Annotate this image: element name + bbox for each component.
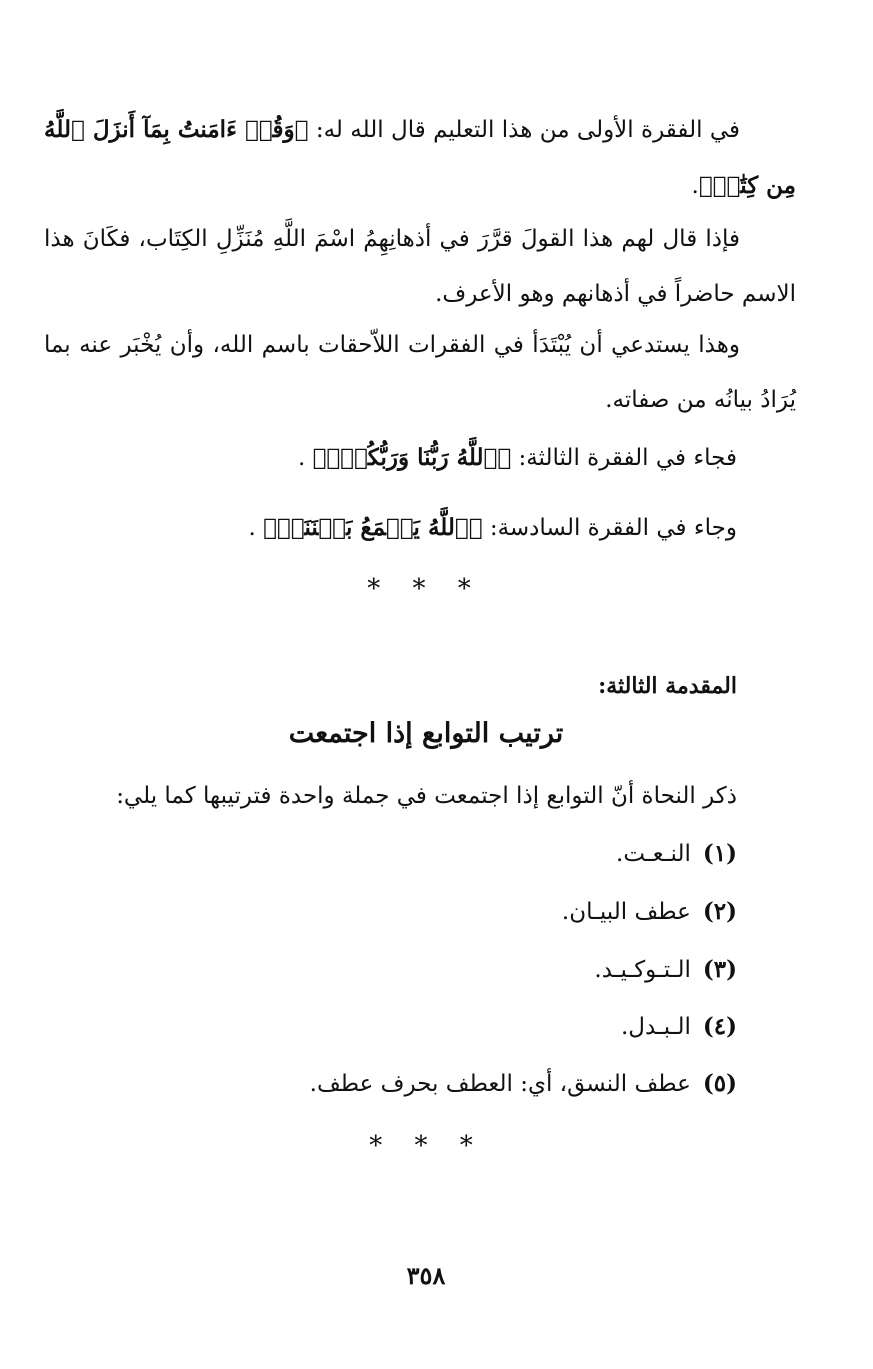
- ornate-open-bracket: ﴿: [468, 514, 483, 541]
- list-item: [621, 1007, 737, 1047]
- list-item-number: (٥): [702, 1070, 737, 1097]
- list-item: [562, 892, 737, 932]
- list-item-number: (٣): [702, 956, 737, 983]
- asterism-separator: * * *: [367, 574, 483, 604]
- list-item: [616, 834, 737, 874]
- paragraph-4-text: فجاء في الفقرة الثالثة:: [518, 445, 737, 471]
- paragraph-5-end: .: [248, 515, 256, 541]
- ornate-close-bracket: ﴾: [263, 514, 277, 541]
- ornate-open-bracket: ﴿: [294, 116, 309, 143]
- asterism-separator: * * *: [369, 1131, 485, 1161]
- list-item-number: (٢): [702, 898, 737, 925]
- paragraph-5-text: وجاء في الفقرة السادسة:: [489, 515, 737, 541]
- list-item-text: الـبـدل.: [620, 1014, 691, 1040]
- quran-verse-3: ٱللَّهُ يَجۡمَعُ بَيۡنَنَاۖ: [276, 514, 469, 541]
- page-number: ٣٥٨: [406, 1261, 446, 1290]
- list-item-number: (١): [702, 840, 737, 867]
- paragraph-1-text: في الفقرة الأولى من هذا التعليم قال الله له:: [315, 117, 740, 143]
- section-intro: ذكر النحاة أنّ التوابع إذا اجتمعت في جملة واحدة فترتيبها كما يلي:: [116, 783, 737, 809]
- paragraph-4: [298, 438, 737, 478]
- list-item: [594, 950, 737, 990]
- paragraph-1: [44, 102, 796, 214]
- list-item-text: عطف النسق، أي: العطف بحرف عطف.: [309, 1071, 691, 1097]
- paragraph-2: فإذا قال لهم هذا القولَ قرَّرَ في أذهانِهِمُ اسْمَ اللَّهِ مُنَزِّلِ الكِتَاب، فكَانَ هذا الاسم حاضراً في أذهانهم وهو الأعرف.: [44, 226, 796, 307]
- ornate-open-bracket: ﴿: [497, 444, 512, 471]
- list-item-text: الـتـوكـيـد.: [594, 957, 691, 983]
- ornate-close-bracket: ﴾: [698, 172, 713, 199]
- list-item: [310, 1064, 737, 1104]
- quran-verse-2: ٱللَّهُ رَبُّنَا وَرَبُّكُمۡۖ: [326, 444, 498, 471]
- list-item-text: عطف البيـان.: [561, 899, 691, 925]
- list-item-number: (٤): [702, 1013, 737, 1040]
- section-label: المقدمة الثالثة:: [598, 673, 737, 699]
- quran-verse-1: وَقُلۡ ءَامَنتُ بِمَآ أَنزَلَ ٱللَّهُ مِن كِتَٰبٖ: [44, 116, 796, 199]
- paragraph-1-end: .: [691, 173, 699, 199]
- section-title: ترتيب التوابع إذا اجتمعت: [288, 718, 564, 749]
- paragraph-5: [248, 508, 737, 548]
- paragraph-3: وهذا يستدعي أن يُبْتَدَأ في الفقرات اللاّحقات باسم الله، وأن يُخْبَر عنه بما يُرَادُ بيانُه من صفاته.: [44, 332, 796, 413]
- ornate-close-bracket: ﴾: [312, 444, 327, 471]
- list-item-text: النـعـت.: [616, 841, 691, 867]
- paragraph-4-end: .: [297, 445, 306, 471]
